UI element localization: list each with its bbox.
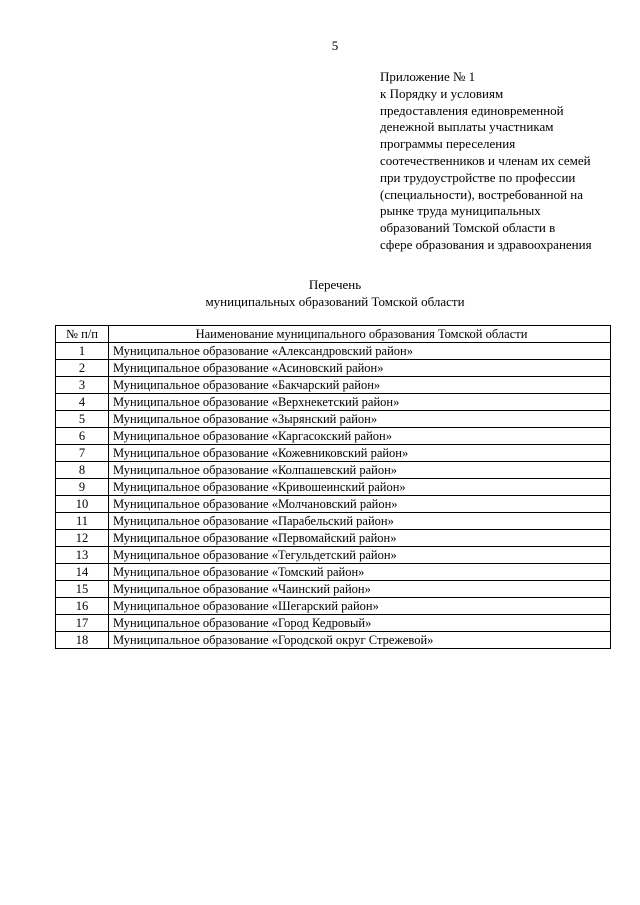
row-municipality-name: Муниципальное образование «Город Кедровый» <box>109 615 611 632</box>
table-row <box>56 530 611 547</box>
header-name: Наименование муниципального образования Томской области <box>109 326 611 343</box>
row-number: 11 <box>56 513 109 530</box>
page-number: 5 <box>331 38 339 53</box>
appendix-line: Приложение № 1 <box>380 69 476 84</box>
appendix-line: предоставления единовременной <box>380 102 564 118</box>
table-row <box>56 632 611 649</box>
appendix-line: соотечественников и членам их семей <box>380 152 591 168</box>
table-row <box>56 615 611 632</box>
row-municipality-name: Муниципальное образование «Чаинский район» <box>109 581 611 598</box>
row-number: 9 <box>56 479 109 496</box>
header-number: № п/п <box>56 326 109 343</box>
row-municipality-name: Муниципальное образование «Городской округ Стрежевой» <box>109 632 611 649</box>
appendix-line: к Порядку и условиям <box>380 85 504 101</box>
row-number: 5 <box>56 411 109 428</box>
row-municipality-name: Муниципальное образование «Колпашевский район» <box>109 462 611 479</box>
table-row <box>56 547 611 564</box>
table-row <box>56 479 611 496</box>
row-number: 8 <box>56 462 109 479</box>
table-row <box>56 394 611 411</box>
appendix-line: при трудоустройстве по профессии <box>380 169 576 185</box>
table-row <box>56 462 611 479</box>
table-row <box>56 360 611 377</box>
row-municipality-name: Муниципальное образование «Бакчарский район» <box>109 377 611 394</box>
table-row <box>56 377 611 394</box>
appendix-line: программы переселения <box>380 136 516 152</box>
row-municipality-name: Муниципальное образование «Кривошеинский район» <box>109 479 611 496</box>
row-number: 14 <box>56 564 109 581</box>
row-municipality-name: Муниципальное образование «Асиновский район» <box>109 360 611 377</box>
row-municipality-name: Муниципальное образование «Зырянский район» <box>109 411 611 428</box>
row-number: 4 <box>56 394 109 411</box>
row-number: 16 <box>56 598 109 615</box>
appendix-line: рынке труда муниципальных <box>380 203 541 219</box>
appendix-line: денежной выплаты участникам <box>380 119 554 135</box>
table-row <box>56 513 611 530</box>
list-title-subheading: муниципальных образований Томской области <box>205 293 465 309</box>
row-number: 10 <box>56 496 109 513</box>
table-row <box>56 496 611 513</box>
row-municipality-name: Муниципальное образование «Тегульдетский район» <box>109 547 611 564</box>
row-number: 13 <box>56 547 109 564</box>
row-number: 12 <box>56 530 109 547</box>
row-number: 6 <box>56 428 109 445</box>
row-municipality-name: Муниципальное образование «Молчановский район» <box>109 496 611 513</box>
row-municipality-name: Муниципальное образование «Верхнекетский район» <box>109 394 611 411</box>
table-row <box>56 343 611 360</box>
row-number: 15 <box>56 581 109 598</box>
row-number: 2 <box>56 360 109 377</box>
list-title-heading: Перечень <box>308 277 362 292</box>
list-title <box>0 277 640 310</box>
row-municipality-name: Муниципальное образование «Парабельский район» <box>109 513 611 530</box>
row-municipality-name: Муниципальное образование «Шегарский район» <box>109 598 611 615</box>
appendix-line: образований Томской области в <box>380 220 556 236</box>
appendix-line: (специальности), востребованной на <box>380 186 584 202</box>
row-municipality-name: Муниципальное образование «Кожевниковский район» <box>109 445 611 462</box>
row-municipality-name: Муниципальное образование «Александровский район» <box>109 343 611 360</box>
table-header-row <box>56 326 611 343</box>
table-row <box>56 411 611 428</box>
appendix-block <box>380 69 630 254</box>
row-municipality-name: Муниципальное образование «Первомайский район» <box>109 530 611 547</box>
table-row <box>56 598 611 615</box>
table-body <box>56 343 611 649</box>
table-row <box>56 445 611 462</box>
row-number: 17 <box>56 615 109 632</box>
table-row <box>56 581 611 598</box>
appendix-line: сфере образования и здравоохранения <box>380 236 592 252</box>
row-number: 7 <box>56 445 109 462</box>
row-municipality-name: Муниципальное образование «Каргасокский район» <box>109 428 611 445</box>
row-number: 18 <box>56 632 109 649</box>
row-number: 3 <box>56 377 109 394</box>
municipalities-table <box>55 325 611 649</box>
row-municipality-name: Муниципальное образование «Томский район» <box>109 564 611 581</box>
table-row <box>56 564 611 581</box>
table-row <box>56 428 611 445</box>
row-number: 1 <box>56 343 109 360</box>
